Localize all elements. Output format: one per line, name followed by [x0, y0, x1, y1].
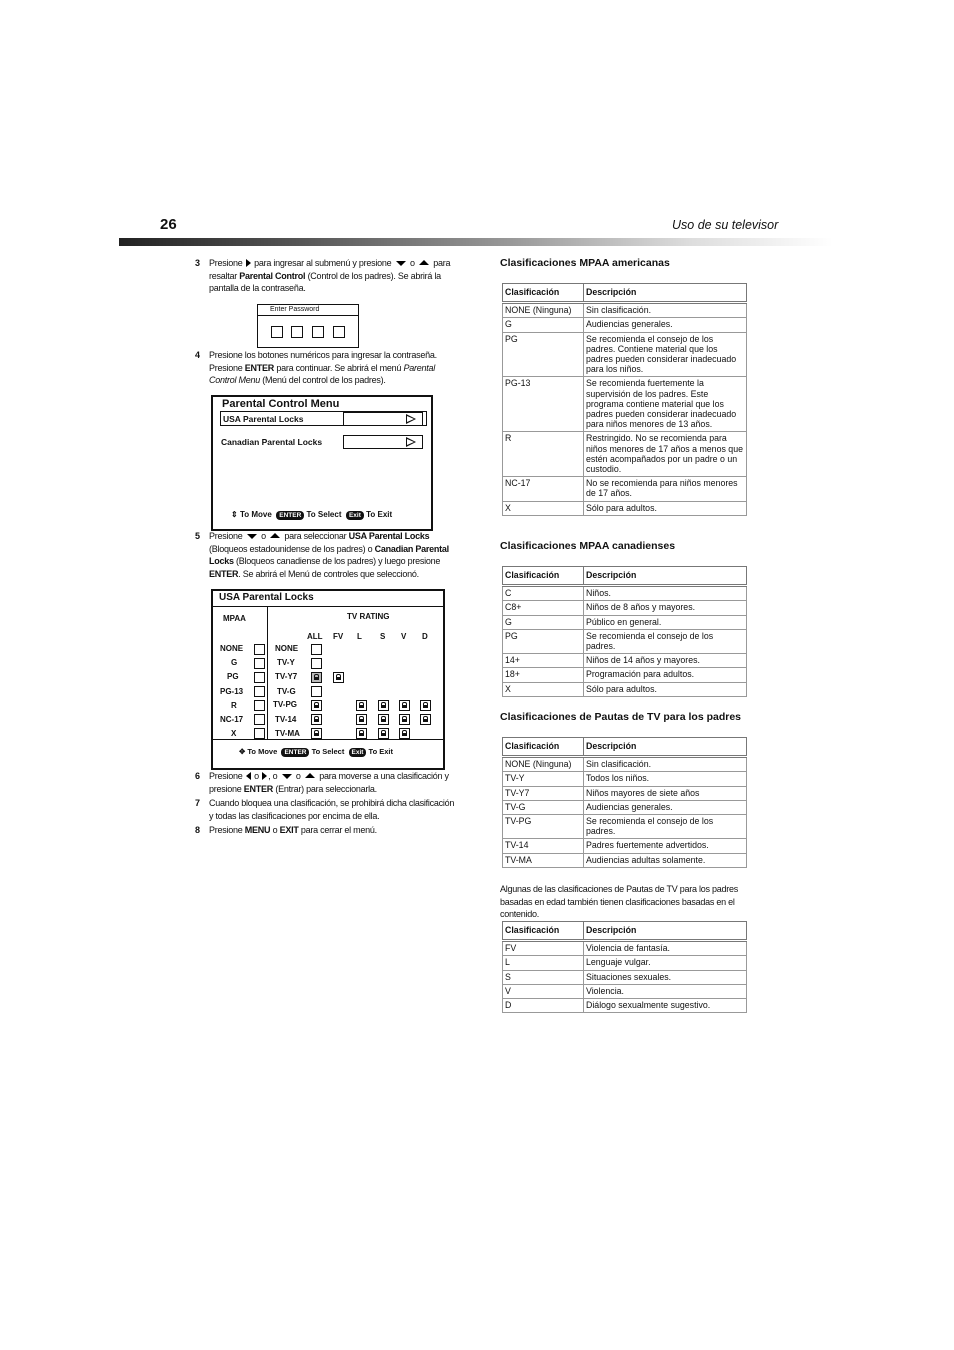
table-row [503, 786, 747, 800]
table-row [503, 853, 747, 867]
step-number: 5 [195, 531, 200, 541]
rating-cell: V [503, 984, 584, 998]
menu-item-usa-label: USA Parental Locks [223, 414, 304, 424]
lock-icon[interactable] [420, 714, 431, 725]
parental-control-menu-screen [211, 395, 433, 531]
mpaa-label: PG [227, 672, 239, 681]
mpaa-checkbox[interactable] [254, 672, 265, 683]
up-arrow-icon [419, 260, 429, 265]
rating-cell: G [503, 615, 584, 629]
description-cell: Sin clasificación. [584, 757, 747, 772]
lock-icon[interactable] [356, 700, 367, 711]
mpaa-us-table [502, 283, 747, 516]
exit-key-icon: Exit [346, 511, 364, 520]
menu-footer: ⇕ To Move ENTER To Select Exit To Exit [231, 510, 393, 519]
down-arrow-icon [247, 534, 257, 539]
left-arrow-icon [246, 772, 251, 780]
password-digit-box [333, 326, 345, 338]
rating-cell: R [503, 432, 584, 477]
column-s: S [380, 632, 386, 641]
step-3: 3 Presione para ingresar al submenú y presione o para resaltar Parental Control (Control de los padres). Se abrirá la pantalla de la contraseña. [195, 258, 451, 294]
up-arrow-icon [305, 773, 315, 778]
header-rule [119, 238, 833, 246]
mpaa-checkbox[interactable] [254, 714, 265, 725]
mpaa-canada-table [502, 566, 747, 697]
content-ratings-table [502, 921, 747, 1013]
table-row [503, 757, 747, 772]
tv-checkbox[interactable] [311, 658, 322, 669]
rating-cell: 18+ [503, 668, 584, 682]
tv-label: TV-Y [277, 658, 295, 667]
enter-key-icon: ENTER [276, 511, 304, 520]
description-cell: Sólo para adultos. [584, 501, 747, 515]
step-number: 8 [195, 825, 200, 835]
column-header: Clasificación [503, 567, 584, 586]
right-arrow-icon [246, 259, 251, 267]
rating-cell: PG [503, 629, 584, 653]
password-digit-box [291, 326, 303, 338]
locks-title: USA Parental Locks [219, 592, 314, 603]
lock-icon[interactable] [399, 714, 410, 725]
column-header: Clasificación [503, 922, 584, 941]
step-7: 7 Cuando bloquea una clasificación, se prohibirá dicha clasificación y todas las clasificaciones por encima de ella. [195, 798, 455, 821]
table-row [503, 668, 747, 682]
rating-cell: NONE (Ninguna) [503, 303, 584, 318]
table-row [503, 303, 747, 318]
down-arrow-icon [282, 774, 292, 779]
tv-checkbox[interactable] [311, 644, 322, 655]
description-cell: Situaciones sexuales. [584, 970, 747, 984]
table-row [503, 941, 747, 956]
step-number: 6 [195, 771, 200, 781]
description-cell: Sólo para adultos. [584, 682, 747, 696]
table-row [503, 800, 747, 814]
move-arrows-icon: ⇕ [231, 510, 238, 519]
table-row [503, 984, 747, 998]
column-header: Clasificación [503, 738, 584, 757]
tv-label: TV-G [277, 687, 296, 696]
step-number: 7 [195, 798, 200, 808]
tv-checkbox[interactable] [311, 686, 322, 697]
right-arrow-icon [262, 772, 267, 780]
table-heading: Clasificaciones de Pautas de TV para los padres [500, 711, 742, 723]
lock-icon[interactable] [311, 728, 322, 739]
tv-label: TV-PG [273, 700, 298, 709]
rating-cell: TV-MA [503, 853, 584, 867]
table-row [503, 432, 747, 477]
table-row [503, 815, 747, 839]
column-l: L [357, 632, 362, 641]
rating-cell: TV-G [503, 800, 584, 814]
description-cell: Sin clasificación. [584, 303, 747, 318]
description-cell: Todos los niños. [584, 772, 747, 786]
description-cell: Audiencias generales. [584, 800, 747, 814]
password-digit-box [271, 326, 283, 338]
password-digit-box [312, 326, 324, 338]
column-v: V [401, 632, 407, 641]
table-row [503, 377, 747, 432]
mpaa-label: NONE [220, 644, 244, 653]
description-cell: Lenguaje vulgar. [584, 956, 747, 970]
mpaa-checkbox[interactable] [254, 700, 265, 711]
locks-footer: ✥ To Move ENTER To Select Exit To Exit [239, 747, 393, 756]
rating-cell: S [503, 970, 584, 984]
column-all: ALL [307, 632, 323, 641]
rating-cell: G [503, 318, 584, 332]
rating-cell: FV [503, 941, 584, 956]
up-arrow-icon [270, 533, 280, 538]
table-row [503, 332, 747, 377]
table-row [503, 654, 747, 668]
step-number: 3 [195, 258, 200, 268]
lock-icon[interactable] [333, 672, 344, 683]
down-arrow-icon [396, 261, 406, 266]
lock-icon[interactable] [311, 700, 322, 711]
step-8: 8 Presione MENU o EXIT para cerrar el menú. [195, 825, 377, 835]
table-heading: Clasificaciones MPAA canadienses [500, 540, 676, 552]
table-row [503, 772, 747, 786]
table-row [503, 318, 747, 332]
tv-label: TV-14 [275, 715, 297, 724]
description-cell: Niños mayores de siete años [584, 786, 747, 800]
four-way-arrow-icon: ✥ [239, 747, 246, 756]
table-heading: Clasificaciones MPAA americanas [500, 257, 670, 269]
rating-cell: TV-Y7 [503, 786, 584, 800]
table-row [503, 839, 747, 853]
tv-guidelines-table [502, 737, 747, 868]
mpaa-label: R [231, 701, 237, 710]
table-row [503, 501, 747, 515]
mpaa-label: NC-17 [220, 715, 244, 724]
rating-cell: TV-14 [503, 839, 584, 853]
section-title: Uso de su televisor [672, 218, 779, 232]
description-cell: Público en general. [584, 615, 747, 629]
description-cell: No se recomienda para niños menores de 17 años. [584, 477, 747, 501]
description-cell: Programación para adultos. [584, 668, 747, 682]
exit-key-icon: Exit [349, 748, 367, 757]
table-row [503, 601, 747, 615]
column-header: Descripción [584, 922, 747, 941]
description-cell: Niños de 14 años y mayores. [584, 654, 747, 668]
description-cell: Diálogo sexualmente sugestivo. [584, 999, 747, 1013]
column-fv: FV [333, 632, 344, 641]
lock-icon[interactable] [356, 728, 367, 739]
column-header: Descripción [584, 284, 747, 303]
table-row [503, 956, 747, 970]
tv-label: TV-Y7 [275, 672, 298, 681]
mpaa-label: PG-13 [220, 687, 244, 696]
rating-cell: NC-17 [503, 477, 584, 501]
rating-cell: TV-Y [503, 772, 584, 786]
lock-icon[interactable] [399, 728, 410, 739]
table-row [503, 682, 747, 696]
lock-icon[interactable] [399, 700, 410, 711]
column-header: Descripción [584, 738, 747, 757]
description-cell: Violencia de fantasía. [584, 941, 747, 956]
mpaa-checkbox[interactable] [254, 644, 265, 655]
mpaa-checkbox[interactable] [254, 658, 265, 669]
table-row [503, 477, 747, 501]
step-number: 4 [195, 350, 200, 360]
description-cell: Niños de 8 años y mayores. [584, 601, 747, 615]
lock-icon[interactable] [356, 714, 367, 725]
tv-rating-heading: TV RATING [347, 612, 390, 621]
usa-parental-locks-screen [211, 589, 445, 770]
rating-cell: D [503, 999, 584, 1013]
password-screen [257, 304, 359, 348]
password-title: Enter Password [258, 305, 358, 316]
mpaa-checkbox[interactable] [254, 686, 265, 697]
description-cell: Se recomienda el consejo de los padres. Contiene material que los padres pueden considerar inadecuado para los niños. [584, 332, 747, 377]
rating-cell: TV-PG [503, 815, 584, 839]
page-number: 26 [160, 216, 177, 233]
lock-icon[interactable] [378, 714, 389, 725]
description-cell: Padres fuertemente advertidos. [584, 839, 747, 853]
rating-cell: X [503, 501, 584, 515]
description-cell: Audiencias adultas solamente. [584, 853, 747, 867]
lock-icon[interactable] [311, 672, 322, 683]
step-5: 5 Presione o para seleccionar USA Parental Locks (Bloqueos estadounidense de los padres) o Canadian Parental Locks (Bloqueos canadiense de los padres) y luego presione ENTER. Se abrirá el Menú de controles que seleccionó. [195, 531, 449, 579]
table-row [503, 629, 747, 653]
enter-key-icon: ENTER [281, 748, 309, 757]
mpaa-heading: MPAA [223, 614, 246, 623]
lock-icon[interactable] [420, 700, 431, 711]
rating-cell: C8+ [503, 601, 584, 615]
rating-cell: X [503, 682, 584, 696]
rating-cell: NONE (Ninguna) [503, 757, 584, 772]
description-cell: Se recomienda el consejo de los padres. [584, 815, 747, 839]
lock-icon[interactable] [378, 700, 389, 711]
description-cell: Audiencias generales. [584, 318, 747, 332]
rating-cell: 14+ [503, 654, 584, 668]
content-ratings-note: Algunas de las clasificaciones de Pautas de TV para los padres basadas en edad también tienen clasificaciones basadas en el contenido. [500, 884, 738, 920]
description-cell: Se recomienda el consejo de los padres. [584, 629, 747, 653]
submenu-arrow-icon [343, 412, 423, 426]
column-header: Clasificación [503, 284, 584, 303]
description-cell: Violencia. [584, 984, 747, 998]
description-cell: Restringido. No se recomienda para niños menores de 17 años a menos que estén acompañados por un padre o un custodio. [584, 432, 747, 477]
tv-label: NONE [275, 644, 299, 653]
menu-item-canadian[interactable]: Canadian Parental Locks [221, 437, 323, 447]
column-header: Descripción [584, 567, 747, 586]
rating-cell: L [503, 956, 584, 970]
rating-cell: PG-13 [503, 377, 584, 432]
table-row [503, 586, 747, 601]
description-cell: Se recomienda fuertemente la supervisión de los padres. Este programa contiene material que los padres pueden considerar inadecuado para niños menores de 13 años. [584, 377, 747, 432]
mpaa-checkbox[interactable] [254, 728, 265, 739]
step-6: 6 Presione o , o o para moverse a una clasificación y presione ENTER (Entrar) para seleccionarla. [195, 771, 449, 794]
lock-icon[interactable] [378, 728, 389, 739]
menu-title: Parental Control Menu [222, 398, 340, 410]
table-row [503, 970, 747, 984]
tv-label: TV-MA [275, 729, 300, 738]
mpaa-label: G [231, 658, 238, 667]
rating-cell: C [503, 586, 584, 601]
lock-icon[interactable] [311, 714, 322, 725]
table-row [503, 999, 747, 1013]
rating-cell: PG [503, 332, 584, 377]
step-4: 4 Presione los botones numéricos para ingresar la contraseña. Presione ENTER para continuar. Se abrirá el menú Parental Control Menu (Menú del control de los padres). [195, 350, 437, 386]
column-d: D [422, 632, 428, 641]
submenu-arrow-icon [343, 435, 423, 449]
description-cell: Niños. [584, 586, 747, 601]
table-row [503, 615, 747, 629]
mpaa-label: X [231, 729, 237, 738]
